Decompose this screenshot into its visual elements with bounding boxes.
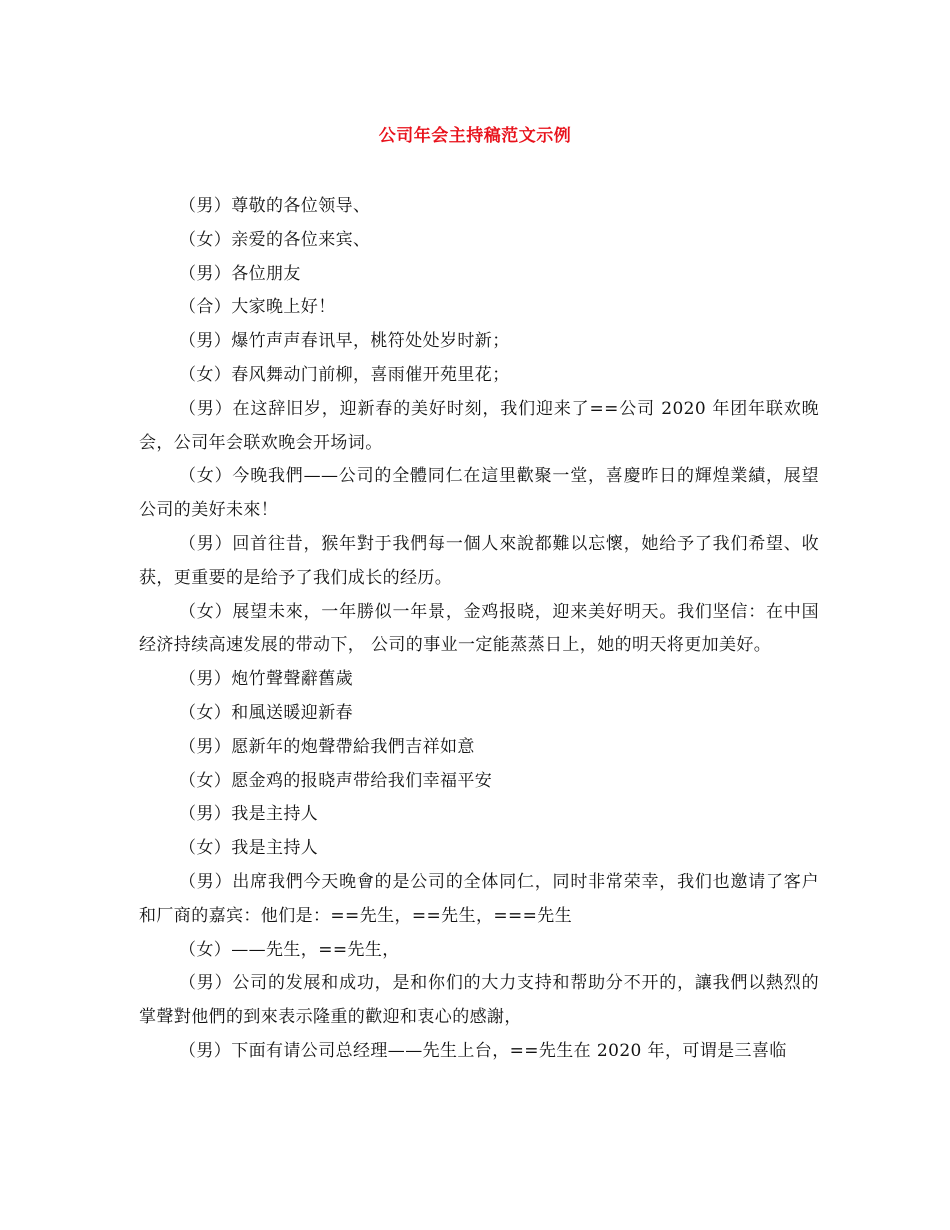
document-body (139, 190, 819, 1069)
paragraph: （男）愿新年的炮聲帶給我們吉祥如意 (179, 736, 475, 757)
paragraph: （男）我是主持人 (179, 804, 319, 825)
paragraph: （男）爆竹声声春讯早，桃符处处岁时新； (179, 331, 510, 352)
paragraph: （男）回首往昔，猴年對于我們每一個人來說都難以忘懷，她给予了我们希望、收获，更重要的是给予了我们成长的经历。 (139, 533, 819, 588)
paragraph: （男）下面有请公司总经理——先生上台，==先生在 2020 年，可谓是三喜临 (179, 1040, 787, 1061)
paragraph: （女）展望未來，一年勝似一年景，金鸡报晓，迎来美好明天。我们坚信：在中国经济持续高速发展的带动下， 公司的事业一定能蒸蒸日上，她的明天将更加美好。 (139, 601, 819, 656)
document-title: 公司年会主持稿范文示例 (378, 126, 572, 146)
paragraph: （男）炮竹聲聲辭舊歲 (179, 669, 353, 690)
paragraph: （男）在这辞旧岁，迎新春的美好时刻，我们迎来了==公司 2020 年团年联欢晚会，公司年会联欢晚会开场词。 (139, 398, 819, 453)
paragraph: （女）和風送暖迎新春 (179, 702, 353, 723)
paragraph: （女）今晚我們——公司的全體同仁在這里歡聚一堂，喜慶昨日的輝煌業績，展望公司的美好未來！ (139, 466, 819, 521)
paragraph: （女）愿金鸡的报晓声带给我们幸福平安 (179, 770, 493, 791)
paragraph: （女）我是主持人 (179, 838, 319, 859)
paragraph: （女）春风舞动门前柳，喜雨催开苑里花； (179, 364, 510, 385)
paragraph: （女）——先生，==先生， (179, 939, 400, 960)
paragraph: （男）各位朋友 (179, 263, 301, 284)
paragraph: （合）大家晚上好！ (179, 297, 336, 318)
paragraph: （男）公司的发展和成功，是和你们的大力支持和帮助分不开的，讓我們以熱烈的掌聲對他們的到來表示隆重的歡迎和衷心的感謝， (139, 973, 819, 1028)
paragraph: （女）亲爱的各位来宾、 (179, 229, 371, 250)
paragraph: （男）出席我們今天晚會的是公司的全体同仁，同时非常荣幸，我们也邀请了客户和厂商的嘉宾：他们是：==先生，==先生，===先生 (139, 871, 819, 926)
paragraph: （男）尊敬的各位领导、 (179, 196, 371, 216)
